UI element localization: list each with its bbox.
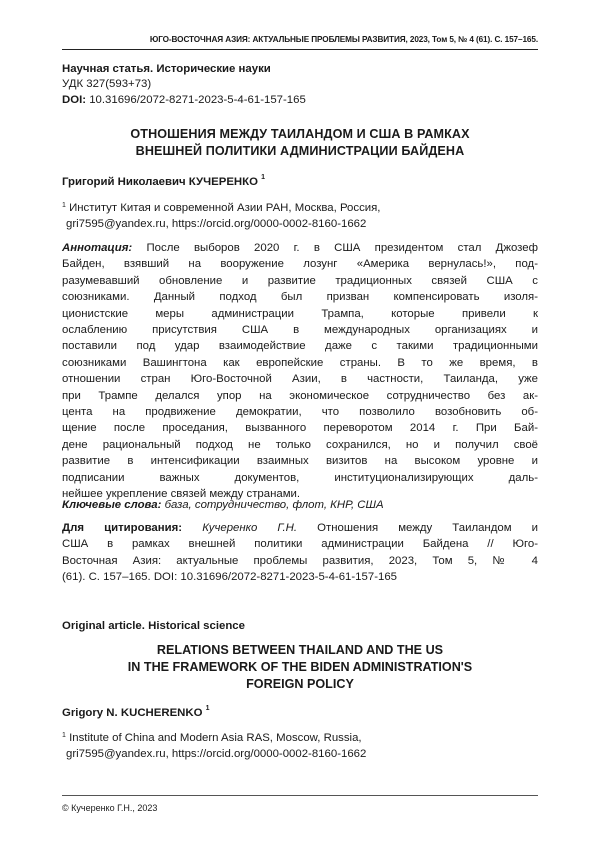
- citation-line: США в рамках внешней политики администрации Байдена // Юго-: [62, 538, 538, 551]
- abstract-line: ослаблению присутствия США в международных организациях и: [62, 324, 538, 337]
- udk-line: [62, 77, 306, 92]
- doi-label: DOI:: [62, 93, 87, 106]
- abstract-text: После выборов 2020 г. в США президентом стал Джозеф: [146, 242, 538, 254]
- keywords: [62, 499, 384, 511]
- article-title-ru: [62, 126, 538, 160]
- citation-line: [62, 520, 538, 536]
- abstract-line: щение после проседания, вызванного переворотом 2014 г. При Бай-: [62, 422, 538, 435]
- doi-value[interactable]: 10.31696/2072-8271-2023-5-4-61-157-165: [89, 93, 306, 106]
- abstract-line: подписании важных документов, институционализирующих даль-: [62, 471, 538, 484]
- abstract-line: союзниками. Данный подход был призван компенсировать изоля-: [62, 291, 538, 304]
- citation-text: Отношения между Таиландом и: [317, 522, 538, 534]
- title-en-line: FOREIGN POLICY: [246, 677, 354, 691]
- abstract-line: нейшее укрепление связей между странами.: [62, 488, 301, 501]
- affiliation-ru: [62, 200, 380, 232]
- article-type: Научная статья. Исторические науки: [62, 63, 271, 75]
- author-en: [62, 707, 210, 719]
- abstract-line: цента на продвижение демократии, что позволило возобновить об-: [62, 406, 538, 419]
- affiliation-en-line1: [62, 730, 366, 746]
- affiliation-ru-line1: [62, 200, 380, 216]
- header-rule: [62, 49, 538, 50]
- udk-value: 327(593+73): [86, 78, 152, 91]
- udk-label: УДК: [62, 78, 84, 91]
- affiliation-ru-institute: Институт Китая и современной Азии РАН, Москва, Россия,: [69, 202, 381, 214]
- citation-label: Для цитирования:: [62, 522, 183, 534]
- title-ru-line: ВНЕШНЕЙ ПОЛИТИКИ АДМИНИСТРАЦИИ БАЙДЕНА: [135, 144, 465, 158]
- abstract-label: Аннотация:: [62, 242, 133, 254]
- footer-rule: [62, 795, 538, 796]
- original-article-label: Original article. Historical science: [62, 620, 245, 632]
- abstract-line: [62, 240, 538, 256]
- abstract-line: разумевавший обновление и развитие традиционных связей США с: [62, 274, 538, 287]
- article-title-en: [62, 642, 538, 693]
- affiliation-en-contacts[interactable]: gri7595@yandex.ru, https://orcid.org/0000-0002-8160-1662: [66, 748, 367, 760]
- author-en-name: Grigory N. KUCHERENKO: [62, 707, 203, 719]
- abstract-line: ционистские меры администрации Трампа, которые привели к: [62, 307, 538, 320]
- affiliation-en: [62, 730, 366, 762]
- citation-line: (61). С. 157–165. DOI: 10.31696/2072-8271-2023-5-4-61-157-165: [62, 571, 397, 584]
- author-ru-sup: 1: [261, 174, 266, 181]
- abstract-line: Байден, взявший на вооружение лозунг «Америка вернулась!», под-: [62, 258, 538, 271]
- title-ru-line: ОТНОШЕНИЯ МЕЖДУ ТАИЛАНДОМ И США В РАМКАХ: [130, 127, 470, 141]
- citation-author: Кучеренко Г.Н.: [202, 522, 298, 534]
- citation: [62, 520, 538, 586]
- author-ru-name: Григорий Николаевич КУЧЕРЕНКО: [62, 176, 258, 188]
- article-meta: [62, 62, 306, 108]
- affiliation-ru-contacts[interactable]: gri7595@yandex.ru, https://orcid.org/0000-0002-8160-1662: [66, 218, 367, 230]
- running-head: ЮГО-ВОСТОЧНАЯ АЗИЯ: АКТУАЛЬНЫЕ ПРОБЛЕМЫ РАЗВИТИЯ, 2023, Том 5, № 4 (61). С. 157–165.: [149, 35, 538, 44]
- author-en-sup: 1: [205, 705, 210, 712]
- abstract-line: при Трампе делался упор на экономическое сотрудничество без ак-: [62, 389, 538, 402]
- affiliation-en-sup: 1: [62, 732, 66, 739]
- title-en-line: IN THE FRAMEWORK OF THE BIDEN ADMINISTRATION'S: [127, 660, 473, 674]
- abstract-line: поставили под удар взаимодействие даже с такими традиционными: [62, 340, 538, 353]
- author-ru: [62, 176, 265, 188]
- affiliation-ru-sup: 1: [62, 202, 66, 209]
- copyright: © Кучеренко Г.Н., 2023: [62, 803, 158, 813]
- abstract-line: дене рациональный подход не только сохранился, но и получил своё: [62, 438, 538, 451]
- affiliation-en-institute: Institute of China and Modern Asia RAS, Moscow, Russia,: [69, 732, 362, 744]
- abstract-line: союзниками Вашингтона как европейские страны. В то же время, в: [62, 356, 538, 369]
- abstract: [62, 240, 538, 503]
- abstract-line: отношении стран Юго-Восточной Азии, в частности, Таиланда, уже: [62, 373, 538, 386]
- doi-line: [62, 93, 306, 108]
- title-en-line: RELATIONS BETWEEN THAILAND AND THE US: [156, 643, 444, 657]
- keywords-value: база, сотрудничество, флот, КНР, США: [164, 499, 384, 511]
- citation-line: Восточная Азия: актуальные проблемы развития, 2023, Том 5, № 4: [62, 554, 538, 567]
- abstract-line: развитие в интенсификации взаимных визитов на высоком уровне и: [62, 455, 538, 468]
- keywords-label: Ключевые слова:: [62, 499, 162, 511]
